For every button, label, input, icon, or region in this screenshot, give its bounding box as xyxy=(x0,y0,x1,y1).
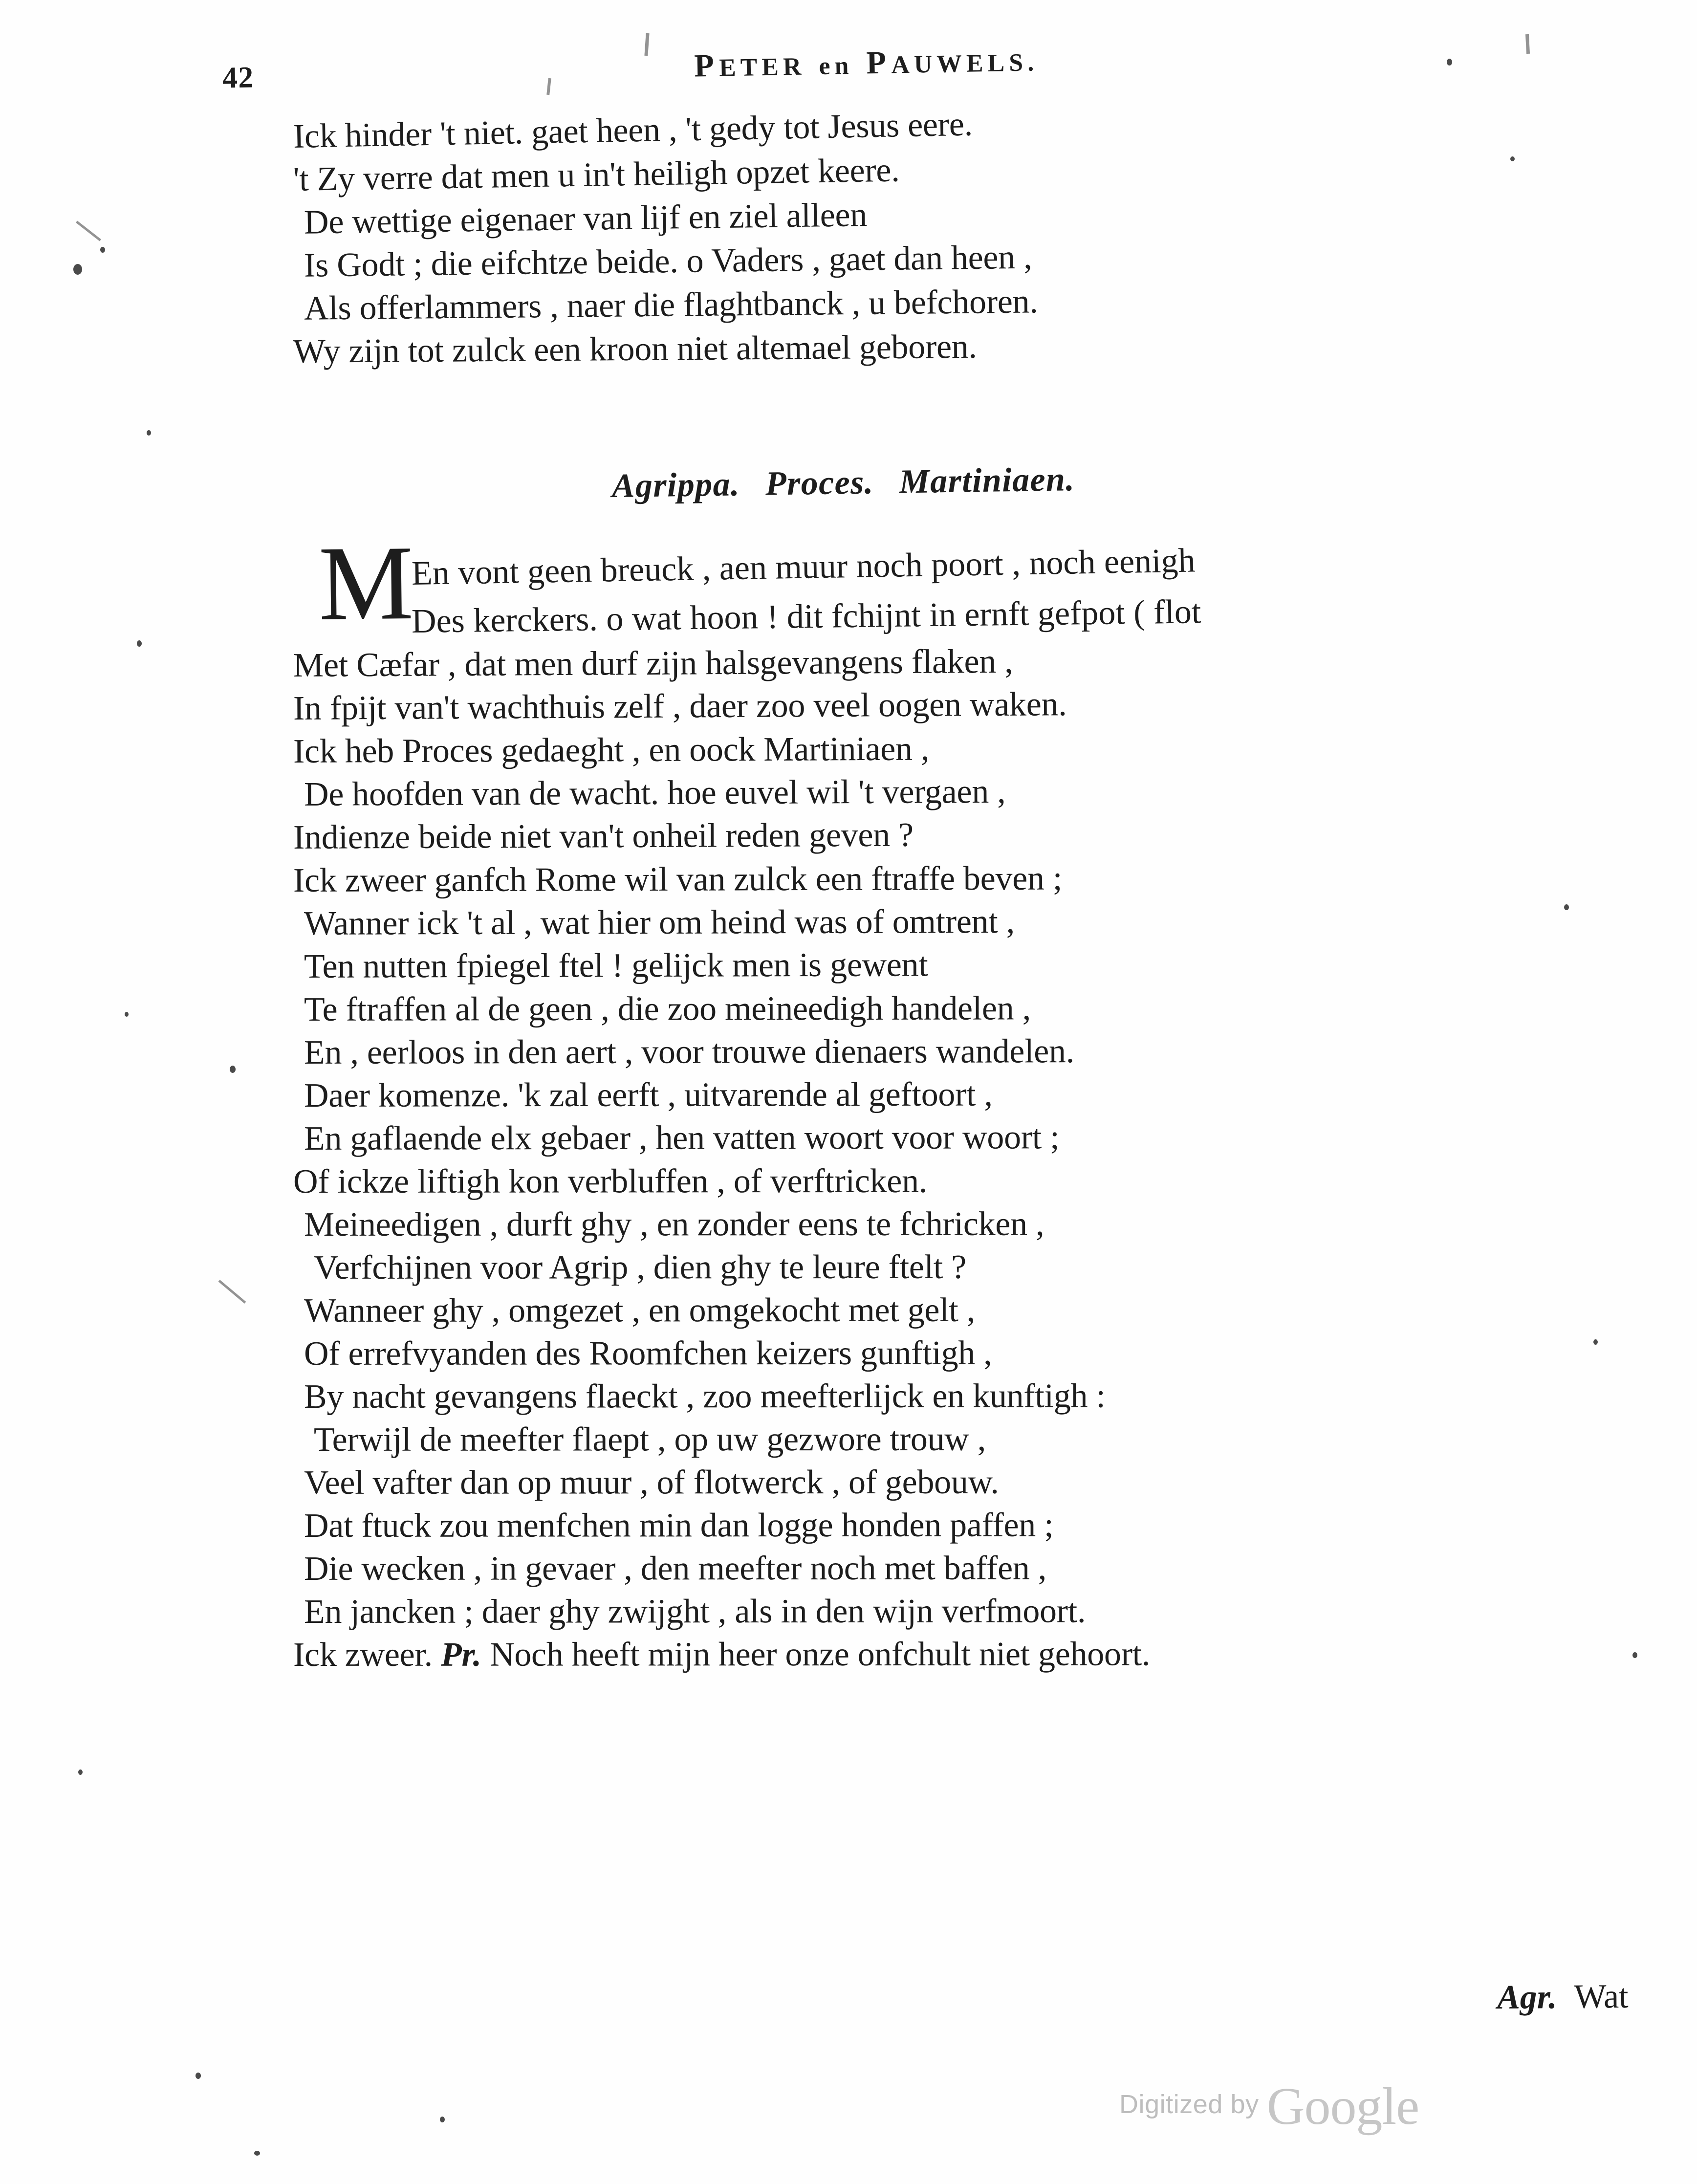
running-head-rest-1: ETER xyxy=(718,52,806,82)
verse-line: Ten nutten fpiegel ftel ! gelijck men is gewent xyxy=(304,946,928,985)
running-head-rest-2: AUWELS. xyxy=(891,48,1039,79)
drop-cap-letter: M xyxy=(318,524,414,643)
verse-line: Die wecken , in gevaer , den meefter noch met baffen , xyxy=(304,1549,1047,1588)
verse-line: Dat ftuck zou menfchen min dan logge honden paffen ; xyxy=(304,1506,1054,1545)
verse-line: Veel vafter dan op muur , of flotwerck , of gebouw. xyxy=(304,1463,999,1502)
final-line-before: Ick zweer. xyxy=(293,1636,441,1674)
scan-scratch xyxy=(76,220,101,241)
running-head-cap-2: P xyxy=(866,44,892,81)
scan-scratch xyxy=(218,1280,246,1304)
scene-speaker-proces: Proces. xyxy=(765,463,874,503)
scan-speck xyxy=(230,1066,236,1073)
verse-line: Des kerckers. o wat hoon ! dit fchijnt in ernft gefpot ( flot xyxy=(411,593,1201,640)
verse-line: Terwijl de meefter flaept , op uw gezwore trouw , xyxy=(313,1420,986,1459)
scan-speck xyxy=(73,264,82,275)
google-logo-text: Google xyxy=(1266,2077,1419,2136)
verse-line: By nacht gevangens flaeckt , zoo meefterlijck en kunftigh : xyxy=(304,1377,1106,1416)
verse-line: Ick hinder 't niet. gaet heen , 't gedy tot Jesus eere. xyxy=(293,105,973,155)
verse-line: Daer komenze. 'k zal eerft , uitvarende al geftoort , xyxy=(304,1075,993,1114)
verse-line: En gaflaende elx gebaer , hen vatten woort voor woort ; xyxy=(304,1118,1060,1158)
speaker-abbr-proces: Pr. xyxy=(440,1636,481,1674)
main-speech xyxy=(293,524,1642,1677)
verse-line: De wettige eigenaer van lijf en ziel alleen xyxy=(304,196,868,241)
verse-line: Wy zijn tot zulck een kroon niet altemael geboren. xyxy=(293,328,977,371)
catchword xyxy=(1497,1977,1629,2017)
scan-speck xyxy=(440,2117,445,2122)
verse-line: 't Zy verre dat men u in't heiligh opzet keere. xyxy=(293,151,900,198)
verse-line: Is Godt ; die eifchtze beide. o Vaders , gaet dan heen , xyxy=(304,238,1032,284)
verse-line: Wanneer ghy , omgezet , en omgekocht met gelt , xyxy=(304,1291,976,1330)
verse-line: De hoofden van de wacht. hoe euvel wil 't vergaen , xyxy=(304,772,1006,813)
verse-line: Als offerlammers , naer die flaghtbanck , u befchoren. xyxy=(304,283,1038,328)
verse-line: Ick zweer ganfch Rome wil van zulck een ftraffe beven ; xyxy=(293,859,1063,899)
running-head-conj: en xyxy=(819,51,854,81)
verse-line: Ick heb Proces gedaeght , en oock Martiniaen , xyxy=(293,730,930,770)
opening-speech xyxy=(293,105,1623,373)
verse-line: En , eerloos in den aert , voor trouwe dienaers wandelen. xyxy=(304,1032,1075,1071)
verse-line-final xyxy=(293,1633,1642,1677)
folio-number: 42 xyxy=(222,61,255,95)
verse-line: In fpijt van't wachthuis zelf , daer zoo veel oogen waken. xyxy=(293,685,1067,727)
scan-speck xyxy=(100,247,105,253)
scan-speck xyxy=(78,1769,83,1775)
verse-line: Meineedigen , durft ghy , en zonder eens te fchricken , xyxy=(304,1205,1044,1244)
digitized-by-watermark xyxy=(1119,2076,1419,2137)
running-head-cap-1: P xyxy=(694,47,719,84)
verse-line: Te ftraffen al de geen , die zoo meineedigh handelen , xyxy=(304,989,1031,1028)
final-line-after: Noch heeft mijn heer onze onfchult niet gehoort. xyxy=(481,1635,1151,1674)
verse-line: En vont geen breuck , aen muur noch poort , noch eenigh xyxy=(411,542,1196,592)
verse-line: En jancken ; daer ghy zwijght , als in den wijn verfmoort. xyxy=(304,1592,1086,1631)
verse-line: Of ickze liftigh kon verbluffen , of verftricken. xyxy=(293,1162,928,1201)
catchword-speaker-abbr: Agr. xyxy=(1497,1978,1558,2017)
verse-line: Indienze beide niet van't onheil reden geven ? xyxy=(293,816,914,856)
verse-line: Wanner ick 't al , wat hier om heind was of omtrent , xyxy=(304,902,1015,942)
scan-speck xyxy=(147,430,151,436)
scene-speaker-agrippa: Agrippa. xyxy=(611,465,740,505)
scene-speaker-martiniaen: Martiniaen. xyxy=(898,460,1075,501)
scene-heading xyxy=(0,451,1697,515)
verse-line: Verfchijnen voor Agrip , dien ghy te leure ftelt ? xyxy=(313,1248,967,1287)
scan-speck xyxy=(137,640,142,647)
scan-speck xyxy=(125,1012,129,1017)
dropcap-block xyxy=(293,524,1642,644)
scan-speck xyxy=(196,2073,201,2079)
scan-speck xyxy=(254,2151,260,2156)
catchword-word: Wat xyxy=(1574,1977,1629,2016)
verse-line: Met Cæfar , dat men durf zijn halsgevangens flaken , xyxy=(293,642,1013,684)
verse-line: Of errefvyanden des Roomfchen keizers gunftigh , xyxy=(304,1334,992,1373)
watermark-prefix: Digitized by xyxy=(1119,2090,1259,2119)
running-head xyxy=(0,30,1697,97)
